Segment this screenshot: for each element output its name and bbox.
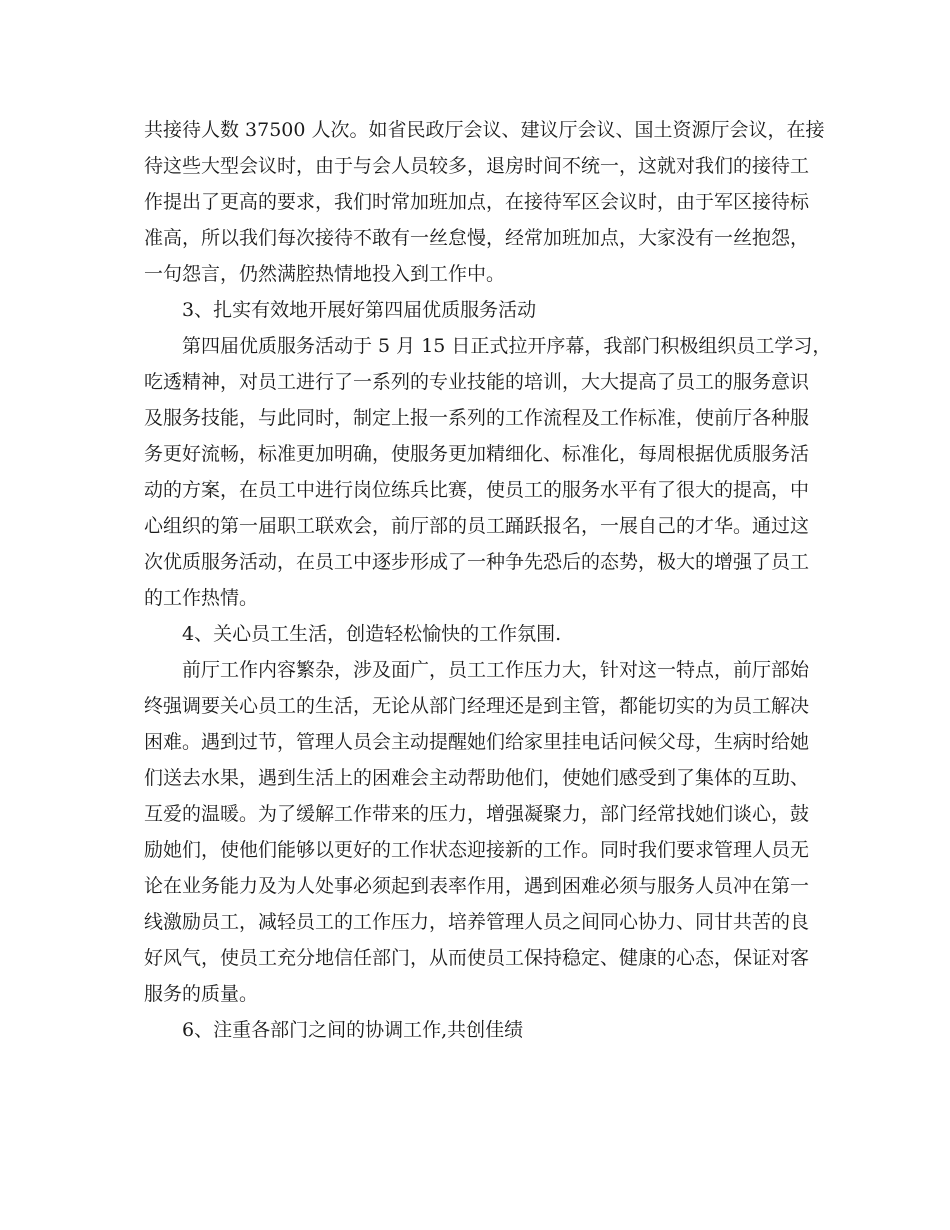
text-line: 困难。遇到过节，管理人员会主动提醒她们给家里挂电话问候父母，生病时给她 bbox=[144, 731, 810, 753]
text-line: 论在业务能力及为人处事必须起到表率作用，遇到困难必须与服务人员冲在第一 bbox=[144, 875, 810, 897]
text-line: 及服务技能，与此同时，制定上报一系列的工作流程及工作标准，使前厅各种服 bbox=[144, 407, 810, 429]
text-line: 的工作热情。 bbox=[144, 587, 259, 609]
text-line: 准高，所以我们每次接待不敢有一丝怠慢，经常加班加点，大家没有一丝抱怨， bbox=[144, 227, 810, 249]
text-line: 服务的质量。 bbox=[144, 983, 259, 1005]
section-heading: 6、注重各部门之间的协调工作,共创佳绩 bbox=[182, 1019, 524, 1041]
section-heading-4 bbox=[144, 616, 808, 652]
text-line: 第四届优质服务活动于 5 月 15 日正式拉开序幕，我部门积极组织员工学习， bbox=[182, 335, 832, 357]
text-line: 心组织的第一届职工联欢会，前厅部的员工踊跃报名，一展自己的才华。通过这 bbox=[144, 515, 810, 537]
text-line: 待这些大型会议时，由于与会人员较多，退房时间不统一，这就对我们的接待工 bbox=[144, 155, 810, 177]
section-heading-3 bbox=[144, 292, 808, 328]
text-line: 好风气，使员工充分地信任部门，从而使员工保持稳定、健康的心态，保证对客 bbox=[144, 947, 810, 969]
text-line: 一句怨言，仍然满腔热情地投入到工作中。 bbox=[144, 263, 506, 285]
section-heading: 4、关心员工生活，创造轻松愉快的工作氛围. bbox=[182, 623, 562, 645]
section-heading-6 bbox=[144, 1012, 808, 1048]
document-body bbox=[144, 112, 832, 1048]
text-line: 次优质服务活动，在员工中逐步形成了一种争先恐后的态势，极大的增强了员工 bbox=[144, 551, 810, 573]
text-line: 务更好流畅，标准更加明确，使服务更加精细化、标准化，每周根据优质服务活 bbox=[144, 443, 810, 465]
section-heading: 3、扎实有效地开展好第四届优质服务活动 bbox=[182, 299, 537, 321]
text-line: 互爱的温暖。为了缓解工作带来的压力，增强凝聚力，部门经常找她们谈心，鼓 bbox=[144, 803, 810, 825]
text-line: 作提出了更高的要求，我们时常加班加点，在接待军区会议时，由于军区接待标 bbox=[144, 191, 810, 213]
text-line: 励她们，使他们能够以更好的工作状态迎接新的工作。同时我们要求管理人员无 bbox=[144, 839, 810, 861]
paragraph-quality-service bbox=[144, 328, 832, 616]
text-line: 共接待人数 37500 人次。如省民政厅会议、建议厅会议、国土资源厅会议，在接 bbox=[144, 119, 825, 141]
text-line: 前厅工作内容繁杂，涉及面广，员工工作压力大，针对这一特点，前厅部始 bbox=[182, 659, 810, 681]
text-line: 线激励员工，减轻员工的工作压力，培养管理人员之间同心协力、同甘共苦的良 bbox=[144, 911, 810, 933]
text-line: 们送去水果，遇到生活上的困难会主动帮助他们，使她们感受到了集体的互助、 bbox=[144, 767, 810, 789]
paragraph-employee-care bbox=[144, 652, 808, 1012]
text-line: 动的方案，在员工中进行岗位练兵比赛，使员工的服务水平有了很大的提高，中 bbox=[144, 479, 810, 501]
text-line: 终强调要关心员工的生活，无论从部门经理还是到主管，都能切实的为员工解决 bbox=[144, 695, 810, 717]
paragraph-reception-count bbox=[144, 112, 825, 292]
text-line: 吃透精神，对员工进行了一系列的专业技能的培训，大大提高了员工的服务意识 bbox=[144, 371, 810, 393]
